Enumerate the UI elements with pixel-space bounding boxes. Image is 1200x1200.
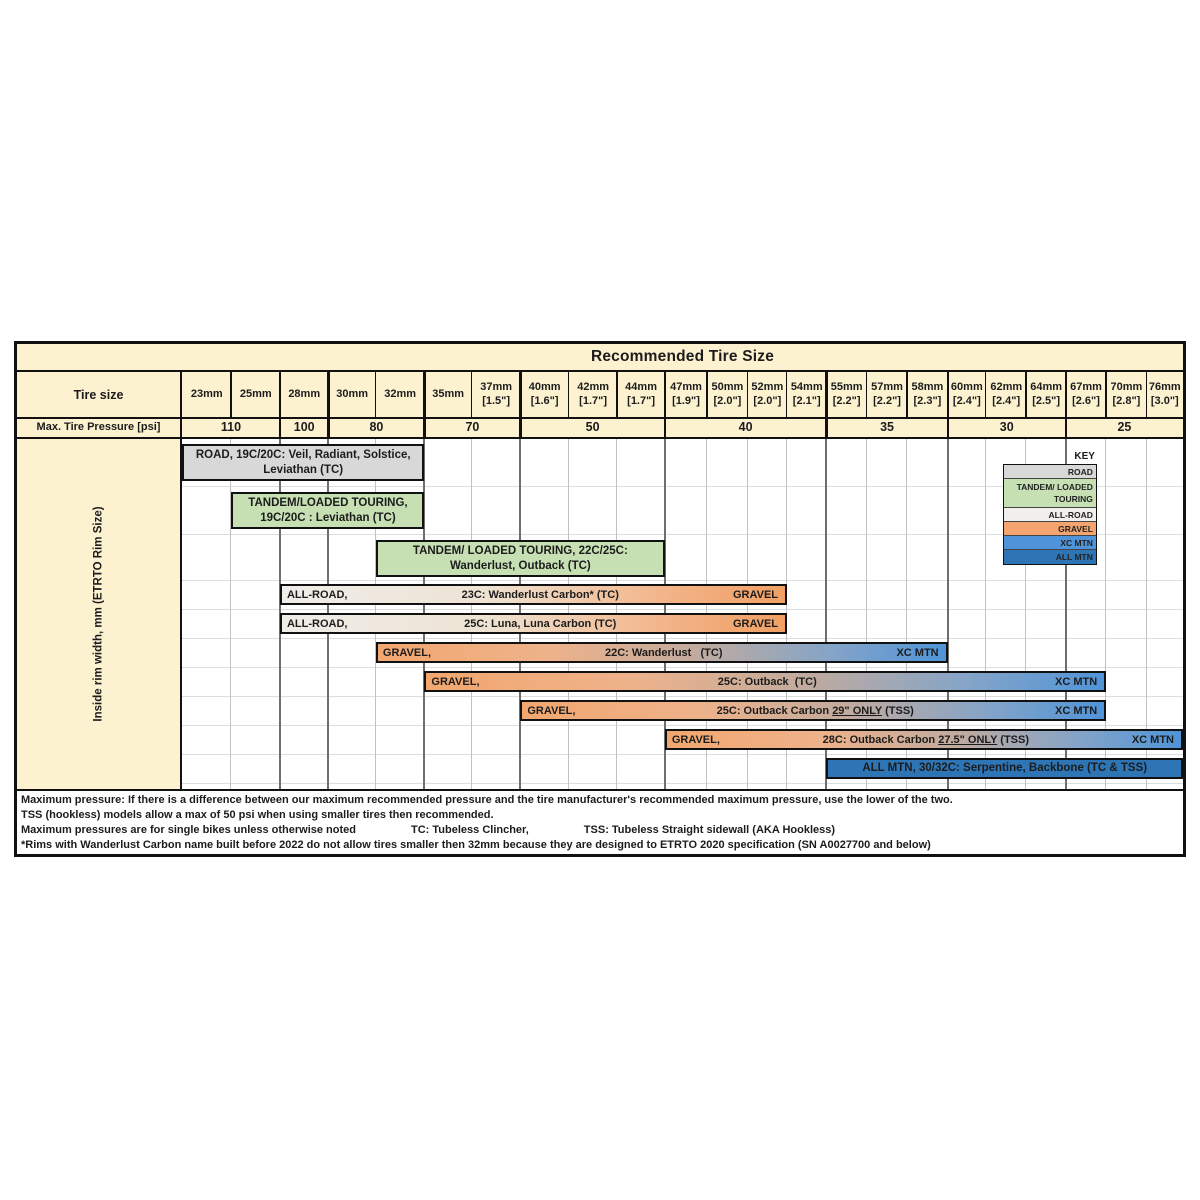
tire-col-inches: [3.0"] [1150, 394, 1179, 407]
tire-col-size: 40mm [528, 381, 561, 393]
header-band [17, 372, 1183, 437]
legend-box [1003, 464, 1097, 565]
pressure-cell: 25 [1117, 420, 1132, 434]
tire-col-size: 62mm [990, 381, 1023, 393]
tire-col-size: 30mm [336, 387, 369, 400]
key-row-all-mtn [1004, 550, 1096, 564]
tire-col-size: 60mm [950, 381, 983, 393]
y-axis-label: Inside rim width, mm (ETRTO Rim Size) [92, 506, 105, 722]
tire-col-header [748, 372, 787, 417]
header-column-divider [906, 372, 907, 417]
tire-col-size: 25mm [239, 387, 272, 400]
header-column-divider [985, 372, 986, 417]
note-part: TSS: Tubeless Straight sidewall (AKA Hookless) [583, 824, 836, 836]
footnotes [17, 789, 1183, 854]
tire-col-size: 64mm [1030, 381, 1062, 393]
header-column-divider [471, 372, 472, 417]
bar-gravelxc-row7 [520, 700, 1106, 721]
header-column-divider [825, 372, 827, 437]
tire-col-size: 32mm [384, 387, 417, 400]
note-line: TSS (hookless) models allow a max of 50 psi when using smaller tires then recommended. [21, 809, 494, 821]
key-row-gravel [1004, 522, 1096, 536]
bar-right-label: XC MTN [1055, 675, 1098, 688]
bar-label: ALL MTN, 30/32C: Serpentine, Backbone (TC & TSS) [862, 762, 1148, 774]
bar-allroad-row3 [280, 584, 787, 605]
tire-col-inches: [2.5"] [1032, 394, 1061, 407]
bar-center-label [575, 705, 1055, 717]
tire-col-header [787, 372, 826, 417]
tire-col-header [376, 372, 424, 417]
pressure-cell: 110 [220, 420, 242, 434]
header-column-divider [327, 372, 329, 437]
grid-hline [182, 754, 1183, 755]
tire-col-header [569, 372, 617, 417]
tire-col-header [1066, 372, 1106, 417]
bar-allmtn-row9 [826, 758, 1183, 779]
tire-col-header [1147, 372, 1183, 417]
grid-hline [182, 638, 1183, 639]
bar-center-text: 23C: Wanderlust Carbon* (TC) [461, 588, 619, 601]
bar-center-label [720, 734, 1132, 746]
tire-col-header [182, 372, 231, 417]
header-column-divider [568, 372, 569, 417]
tire-col-inches: [2.3"] [913, 394, 942, 407]
tire-col-inches: [2.4"] [952, 394, 981, 407]
legend-title: KEY [1074, 451, 1095, 462]
header-column-divider [423, 372, 425, 437]
chart-title: Recommended Tire Size [17, 344, 1183, 372]
pressure-cell: 50 [585, 420, 600, 434]
plot-grid [182, 439, 1183, 789]
tire-col-inches: [2.0"] [713, 394, 742, 407]
bar-center-text: 25C: Outback Carbon [716, 704, 833, 717]
tire-col-inches: [2.2"] [832, 394, 861, 407]
pressure-cell: 40 [738, 420, 753, 434]
pressure-label-cell: Max. Tire Pressure [psi] [17, 417, 182, 437]
header-column-divider [1065, 372, 1067, 437]
note-line [21, 823, 1183, 838]
tire-col-header [907, 372, 947, 417]
tire-col-size: 58mm [911, 381, 944, 393]
bar-allroad-row4 [280, 613, 787, 634]
pressure-cell: 70 [465, 420, 480, 434]
tire-col-size: 50mm [711, 381, 744, 393]
bar-gravelxc-row5 [376, 642, 948, 663]
tire-col-size: 44mm [625, 381, 657, 393]
tire-col-header [1026, 372, 1065, 417]
y-axis-cell [17, 439, 182, 789]
header-column-divider [706, 372, 707, 417]
tire-col-size: 28mm [288, 387, 321, 400]
pressure-cell: 80 [369, 420, 384, 434]
header-column-divider [747, 372, 748, 417]
bar-left-label: GRAVEL, [671, 733, 720, 746]
tire-col-header [472, 372, 520, 417]
tire-col-inches: [2.6"] [1072, 394, 1100, 407]
bar-right-label: GRAVEL [733, 617, 779, 630]
tire-col-inches: [1.7"] [627, 394, 655, 407]
key-row-label: TANDEM/ LOADED TOURING [1016, 482, 1093, 504]
header-column-divider [866, 372, 867, 417]
grid-hline [182, 696, 1183, 697]
tire-col-size: 47mm [670, 381, 702, 393]
grid-hline [182, 609, 1183, 610]
bar-center-text: (TSS) [997, 733, 1030, 746]
tire-col-inches: [2.0"] [753, 394, 782, 407]
key-row-label: ALL MTN [1055, 552, 1093, 562]
bar-left-label: ALL-ROAD, [286, 617, 348, 630]
tire-col-size: 52mm [751, 381, 784, 393]
tire-col-inches: [2.8"] [1112, 394, 1141, 407]
header-column-divider [786, 372, 787, 417]
grid-hline [182, 580, 1183, 581]
bar-right-label: XC MTN [1055, 704, 1098, 717]
pressure-cell: 100 [293, 420, 315, 434]
bar-left-label: GRAVEL, [382, 646, 431, 659]
tire-col-size: 35mm [432, 387, 465, 400]
tire-size-header-cell: Tire size [17, 372, 182, 417]
tire-col-inches: [2.2"] [873, 394, 901, 407]
bar-center-text: 25C: Luna, Luna Carbon (TC) [464, 617, 617, 630]
bar-center-text: (TSS) [882, 704, 914, 717]
header-column-divider [664, 372, 666, 437]
tire-col-inches: [1.7"] [579, 394, 608, 407]
tire-col-header [1106, 372, 1146, 417]
columns-region [182, 372, 1183, 437]
key-row-road [1004, 465, 1096, 479]
note-part: Maximum pressures are for single bikes unless otherwise noted [21, 824, 357, 836]
bar-label: ROAD, 19C/20C: Veil, Radiant, Solstice, Leviathan (TC) [195, 448, 411, 476]
key-row-tandem-loaded-touring [1004, 479, 1096, 508]
tire-col-header [280, 372, 328, 417]
header-column-divider [1105, 372, 1106, 417]
tire-col-size: 42mm [577, 381, 609, 393]
tire-col-header [826, 372, 866, 417]
grid-hline [182, 725, 1183, 726]
grid-hline [182, 667, 1183, 668]
key-row-xc-mtn [1004, 536, 1096, 550]
header-column-divider [1025, 372, 1026, 417]
bar-right-label: XC MTN [896, 646, 939, 659]
legend [1003, 451, 1097, 565]
tire-col-size: 57mm [871, 381, 903, 393]
tire-col-inches: [2.1"] [792, 394, 821, 407]
tire-col-header [231, 372, 279, 417]
tire-size-chart [14, 341, 1186, 857]
tire-col-header [617, 372, 664, 417]
tire-col-inches: [1.5"] [482, 394, 511, 407]
header-column-divider [616, 372, 617, 417]
bar-center-text: 29" ONLY [832, 704, 883, 717]
bar-center-label [480, 676, 1056, 688]
bar-center-text: 28C: Outback Carbon [822, 733, 939, 746]
tire-col-header [328, 372, 375, 417]
bar-center-text: 22C: Wanderlust (TC) [604, 646, 723, 659]
tire-col-size: 67mm [1070, 381, 1102, 393]
tire-col-header [986, 372, 1026, 417]
bar-gravelxc-row6 [424, 671, 1106, 692]
header-column-divider [279, 372, 281, 437]
bar-center-text: 25C: Outback (TC) [717, 675, 817, 688]
bar-gravelxc-row8 [665, 729, 1183, 750]
bar-tandem-row2 [376, 540, 665, 577]
bar-center-label [347, 589, 733, 601]
bar-center-text: 27.5" ONLY [938, 733, 998, 746]
bar-road-row0 [182, 444, 424, 481]
pressure-cell: 30 [999, 420, 1014, 434]
tire-col-size: 55mm [830, 381, 863, 393]
note-part: TC: Tubeless Clincher, [411, 824, 529, 836]
tire-col-header [948, 372, 986, 417]
grid-hline [182, 783, 1183, 784]
bar-left-label: GRAVEL, [431, 675, 480, 688]
header-column-divider [1146, 372, 1147, 417]
key-row-all-road [1004, 508, 1096, 522]
header-column-divider [230, 372, 231, 417]
chart-body [17, 437, 1183, 789]
bar-left-label: GRAVEL, [527, 704, 576, 717]
pressure-cell: 35 [880, 420, 894, 434]
tire-col-inches: [2.4"] [992, 394, 1021, 407]
key-row-label: ROAD [1067, 466, 1093, 477]
key-row-label: GRAVEL [1058, 523, 1093, 534]
tire-col-size: 70mm [1110, 381, 1143, 393]
header-pressure-divider [17, 417, 1183, 419]
tire-col-inches: [1.6"] [530, 394, 559, 407]
tire-col-header [707, 372, 747, 417]
note-line: Maximum pressure: If there is a difference between our maximum recommended pressure and the tire manufacturer's recommended maximum pressure, use the lower of the two. [21, 794, 953, 806]
tire-col-size: 76mm [1148, 381, 1181, 393]
bar-center-label [431, 647, 896, 659]
tire-col-size: 37mm [480, 381, 513, 393]
tire-col-size: 54mm [790, 381, 823, 393]
tire-col-header [424, 372, 471, 417]
key-row-label: XC MTN [1060, 537, 1093, 548]
note-line: *Rims with Wanderlust Carbon name built before 2022 do not allow tires smaller then 32mm because they are designed to ETRTO 2020 specification (SN A0027700 and below) [21, 839, 931, 851]
bar-left-label: ALL-ROAD, [286, 588, 348, 601]
bar-right-label: XC MTN [1131, 733, 1174, 746]
bar-label: TANDEM/ LOADED TOURING, 22C/25C: Wanderlust, Outback (TC) [412, 544, 628, 572]
tire-col-size: 23mm [190, 387, 223, 400]
bar-label: TANDEM/LOADED TOURING, 19C/20C : Leviathan (TC) [248, 496, 408, 524]
bar-tandem-row1 [231, 492, 424, 529]
tire-col-header [665, 372, 707, 417]
bar-right-label: GRAVEL [733, 588, 779, 601]
header-column-divider [947, 372, 949, 437]
bar-center-label [347, 618, 733, 630]
header-column-divider [375, 372, 376, 417]
tire-col-header [867, 372, 907, 417]
tire-col-header [520, 372, 568, 417]
header-column-divider [519, 372, 521, 437]
key-row-label: ALL-ROAD [1048, 509, 1093, 520]
tire-col-inches: [1.9"] [672, 394, 700, 407]
